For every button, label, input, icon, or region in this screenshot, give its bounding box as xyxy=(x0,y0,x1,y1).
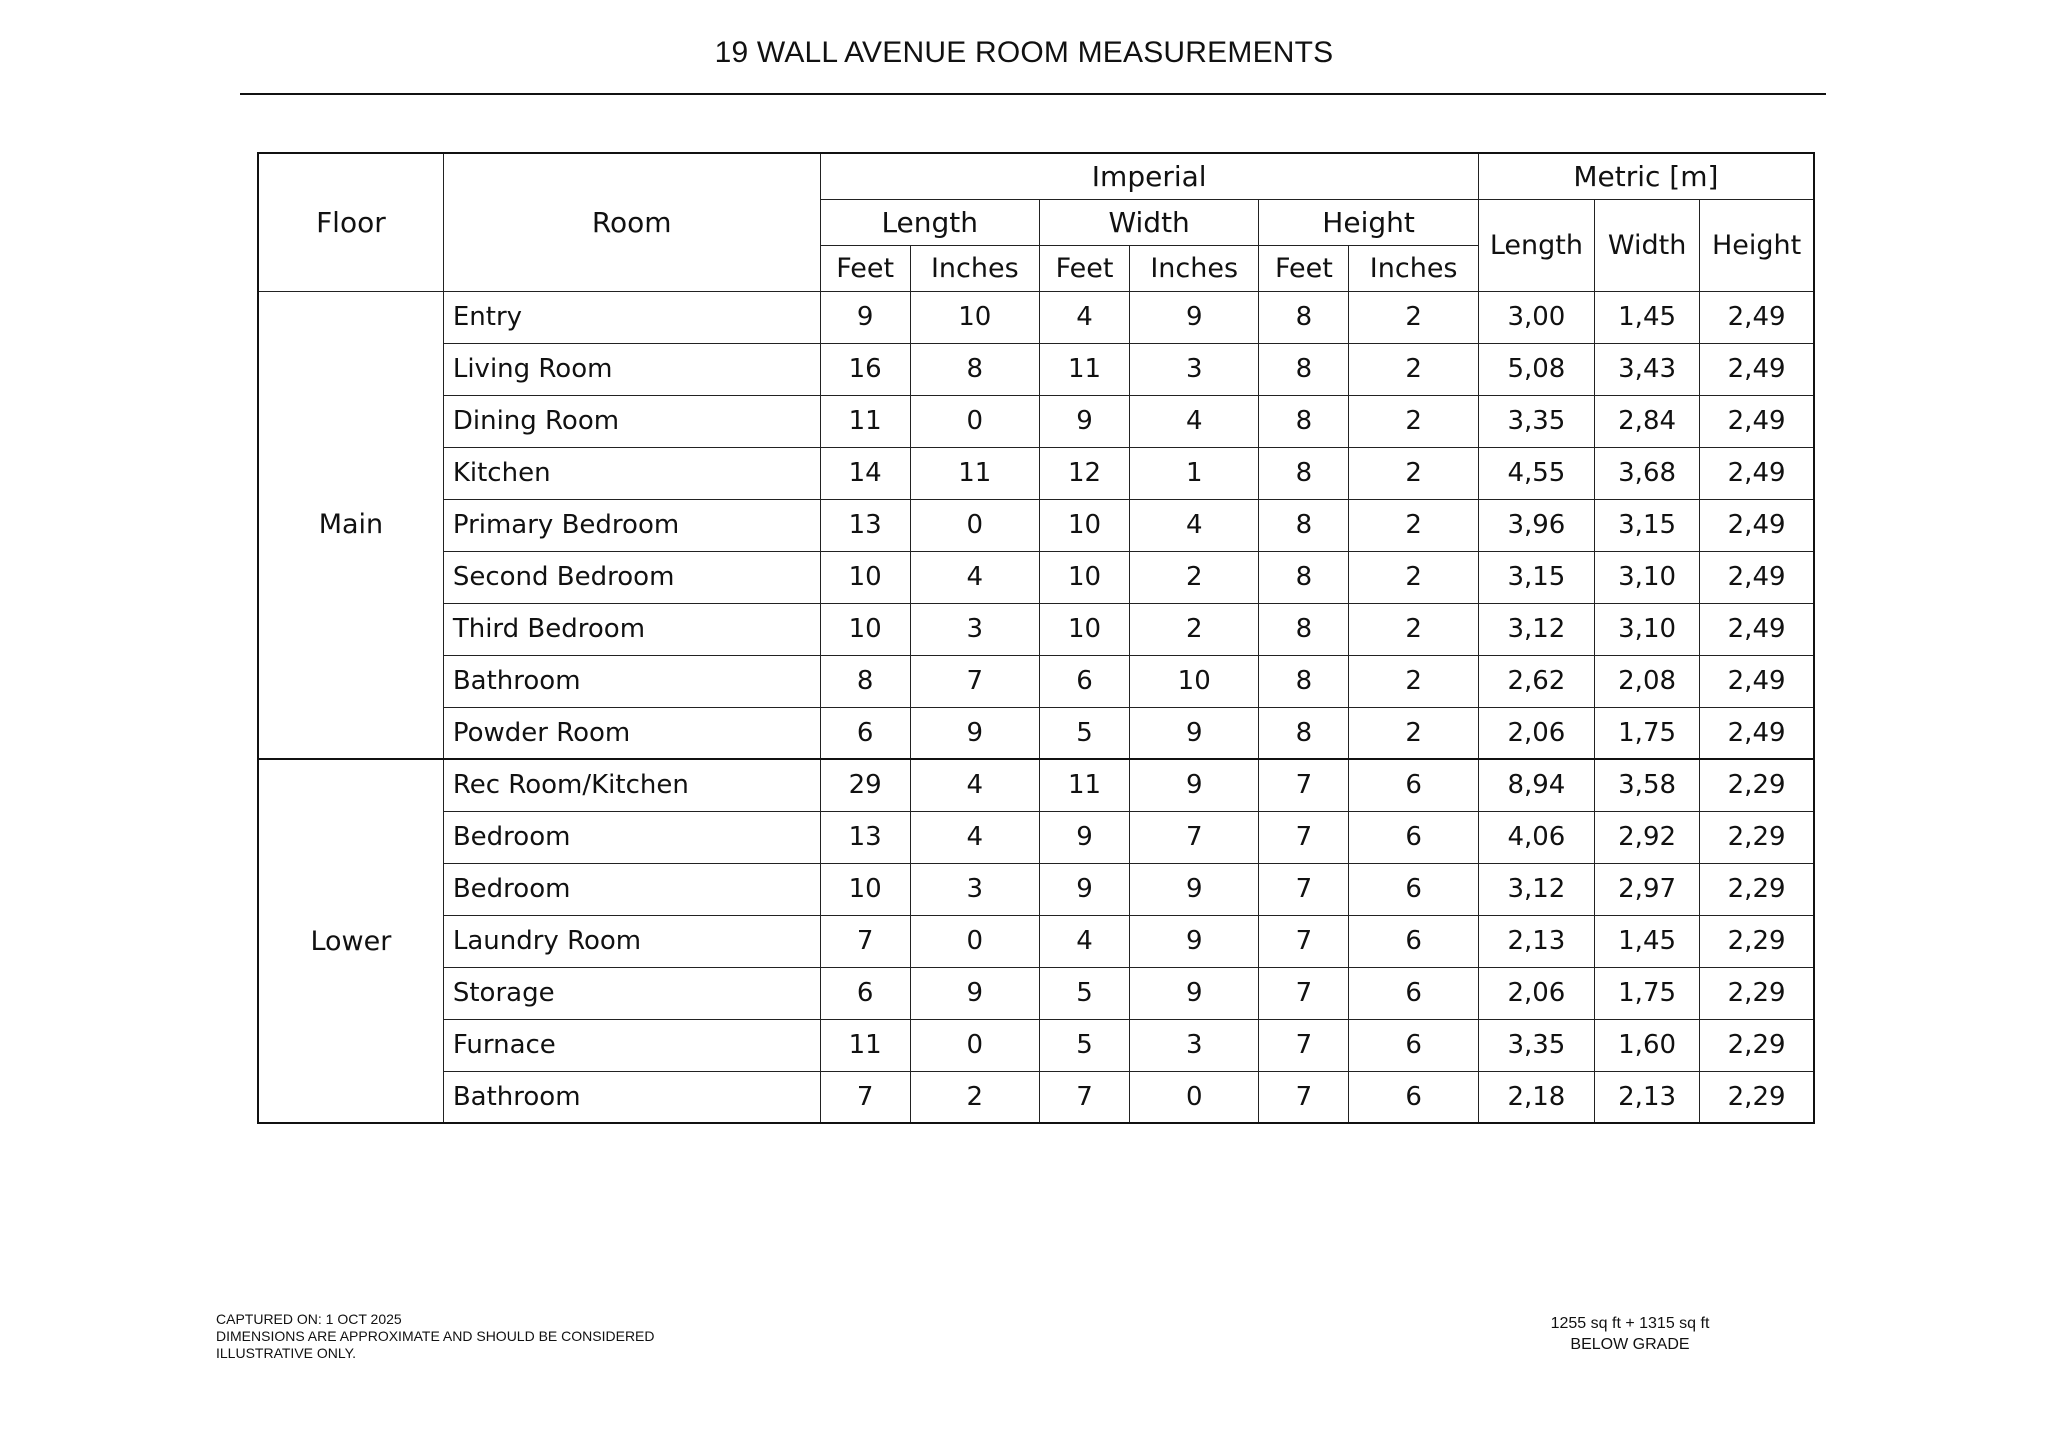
length-inches-cell: 3 xyxy=(910,863,1039,915)
room-name-cell: Bedroom xyxy=(443,811,820,863)
metric-width-cell: 3,15 xyxy=(1595,499,1700,551)
length-feet-cell: 9 xyxy=(820,291,910,343)
height-feet-cell: 8 xyxy=(1259,707,1349,759)
disclaimer-line-1: DIMENSIONS ARE APPROXIMATE AND SHOULD BE CONSIDERED xyxy=(216,1328,655,1344)
metric-length-cell: 4,06 xyxy=(1478,811,1594,863)
room-name-cell: Storage xyxy=(443,967,820,1019)
height-feet-cell: 8 xyxy=(1259,395,1349,447)
metric-height-cell: 2,49 xyxy=(1700,655,1814,707)
metric-length-cell: 2,18 xyxy=(1478,1071,1594,1123)
room-name-cell: Powder Room xyxy=(443,707,820,759)
width-inches-cell: 2 xyxy=(1130,551,1259,603)
metric-height-cell: 2,29 xyxy=(1700,811,1814,863)
width-feet-cell: 9 xyxy=(1039,811,1129,863)
length-feet-cell: 6 xyxy=(820,967,910,1019)
metric-height-cell: 2,49 xyxy=(1700,291,1814,343)
floor-cell: Lower xyxy=(258,759,443,1123)
room-measurements-table xyxy=(257,152,1815,1124)
height-feet-cell: 7 xyxy=(1259,759,1349,811)
length-inches-cell: 0 xyxy=(910,499,1039,551)
room-name-cell: Third Bedroom xyxy=(443,603,820,655)
captured-on-text: CAPTURED ON: 1 OCT 2025 xyxy=(216,1311,402,1327)
length-inches-cell: 10 xyxy=(910,291,1039,343)
header-imperial: Imperial xyxy=(820,153,1478,199)
table-row xyxy=(258,967,1814,1019)
length-feet-cell: 10 xyxy=(820,551,910,603)
metric-height-cell: 2,49 xyxy=(1700,447,1814,499)
height-feet-cell: 8 xyxy=(1259,551,1349,603)
metric-height-cell: 2,49 xyxy=(1700,395,1814,447)
height-feet-cell: 8 xyxy=(1259,447,1349,499)
room-name-cell: Second Bedroom xyxy=(443,551,820,603)
height-inches-cell: 2 xyxy=(1349,291,1478,343)
metric-length-cell: 3,12 xyxy=(1478,863,1594,915)
table-row xyxy=(258,499,1814,551)
table-row xyxy=(258,551,1814,603)
table-row xyxy=(258,811,1814,863)
metric-width-cell: 1,45 xyxy=(1595,915,1700,967)
height-inches-cell: 2 xyxy=(1349,447,1478,499)
length-inches-cell: 11 xyxy=(910,447,1039,499)
header-width-inches: Inches xyxy=(1130,245,1259,291)
height-inches-cell: 2 xyxy=(1349,707,1478,759)
room-name-cell: Living Room xyxy=(443,343,820,395)
height-inches-cell: 6 xyxy=(1349,759,1478,811)
length-inches-cell: 0 xyxy=(910,915,1039,967)
metric-height-cell: 2,29 xyxy=(1700,967,1814,1019)
width-feet-cell: 5 xyxy=(1039,707,1129,759)
table-header xyxy=(258,153,1814,291)
header-metric-length: Length xyxy=(1478,199,1594,291)
height-feet-cell: 8 xyxy=(1259,499,1349,551)
length-feet-cell: 16 xyxy=(820,343,910,395)
height-feet-cell: 8 xyxy=(1259,603,1349,655)
length-feet-cell: 13 xyxy=(820,499,910,551)
width-feet-cell: 9 xyxy=(1039,863,1129,915)
length-feet-cell: 10 xyxy=(820,863,910,915)
length-feet-cell: 6 xyxy=(820,707,910,759)
floor-cell: Main xyxy=(258,291,443,759)
height-feet-cell: 7 xyxy=(1259,1071,1349,1123)
width-inches-cell: 3 xyxy=(1130,343,1259,395)
length-inches-cell: 7 xyxy=(910,655,1039,707)
room-name-cell: Bathroom xyxy=(443,655,820,707)
width-feet-cell: 4 xyxy=(1039,915,1129,967)
height-inches-cell: 2 xyxy=(1349,343,1478,395)
width-feet-cell: 5 xyxy=(1039,1019,1129,1071)
below-grade-text: BELOW GRADE xyxy=(1570,1336,1690,1353)
height-feet-cell: 7 xyxy=(1259,863,1349,915)
table-row xyxy=(258,707,1814,759)
metric-width-cell: 3,10 xyxy=(1595,551,1700,603)
table-row xyxy=(258,395,1814,447)
metric-height-cell: 2,29 xyxy=(1700,863,1814,915)
header-imperial-width: Width xyxy=(1039,199,1258,245)
width-feet-cell: 11 xyxy=(1039,343,1129,395)
height-feet-cell: 7 xyxy=(1259,811,1349,863)
table-row xyxy=(258,1071,1814,1123)
header-length-inches: Inches xyxy=(910,245,1039,291)
table-row xyxy=(258,1019,1814,1071)
header-metric: Metric [m] xyxy=(1478,153,1814,199)
width-inches-cell: 9 xyxy=(1130,967,1259,1019)
metric-length-cell: 2,06 xyxy=(1478,707,1594,759)
length-inches-cell: 9 xyxy=(910,967,1039,1019)
table-body xyxy=(258,291,1814,1123)
title-divider xyxy=(240,93,1826,95)
metric-length-cell: 2,13 xyxy=(1478,915,1594,967)
width-feet-cell: 12 xyxy=(1039,447,1129,499)
height-feet-cell: 7 xyxy=(1259,1019,1349,1071)
length-feet-cell: 13 xyxy=(820,811,910,863)
height-feet-cell: 8 xyxy=(1259,343,1349,395)
height-inches-cell: 6 xyxy=(1349,863,1478,915)
height-inches-cell: 6 xyxy=(1349,811,1478,863)
width-inches-cell: 4 xyxy=(1130,395,1259,447)
table-row xyxy=(258,863,1814,915)
header-metric-width: Width xyxy=(1595,199,1700,291)
metric-width-cell: 1,45 xyxy=(1595,291,1700,343)
height-feet-cell: 7 xyxy=(1259,915,1349,967)
metric-height-cell: 2,29 xyxy=(1700,1071,1814,1123)
length-feet-cell: 8 xyxy=(820,655,910,707)
width-inches-cell: 3 xyxy=(1130,1019,1259,1071)
height-inches-cell: 2 xyxy=(1349,551,1478,603)
length-feet-cell: 14 xyxy=(820,447,910,499)
width-feet-cell: 10 xyxy=(1039,603,1129,655)
metric-width-cell: 2,92 xyxy=(1595,811,1700,863)
table-row xyxy=(258,655,1814,707)
metric-width-cell: 3,43 xyxy=(1595,343,1700,395)
metric-height-cell: 2,49 xyxy=(1700,551,1814,603)
header-room: Room xyxy=(443,153,820,291)
length-inches-cell: 4 xyxy=(910,759,1039,811)
height-inches-cell: 2 xyxy=(1349,395,1478,447)
length-inches-cell: 4 xyxy=(910,551,1039,603)
metric-length-cell: 3,00 xyxy=(1478,291,1594,343)
length-inches-cell: 3 xyxy=(910,603,1039,655)
metric-width-cell: 2,13 xyxy=(1595,1071,1700,1123)
width-inches-cell: 9 xyxy=(1130,863,1259,915)
room-name-cell: Furnace xyxy=(443,1019,820,1071)
width-feet-cell: 10 xyxy=(1039,499,1129,551)
height-inches-cell: 2 xyxy=(1349,655,1478,707)
height-inches-cell: 6 xyxy=(1349,915,1478,967)
metric-length-cell: 3,35 xyxy=(1478,1019,1594,1071)
table-row xyxy=(258,291,1814,343)
metric-width-cell: 2,84 xyxy=(1595,395,1700,447)
metric-width-cell: 3,10 xyxy=(1595,603,1700,655)
width-inches-cell: 7 xyxy=(1130,811,1259,863)
height-inches-cell: 2 xyxy=(1349,499,1478,551)
length-feet-cell: 7 xyxy=(820,915,910,967)
metric-width-cell: 3,68 xyxy=(1595,447,1700,499)
length-inches-cell: 0 xyxy=(910,395,1039,447)
height-feet-cell: 8 xyxy=(1259,655,1349,707)
length-inches-cell: 2 xyxy=(910,1071,1039,1123)
height-inches-cell: 6 xyxy=(1349,1019,1478,1071)
header-floor: Floor xyxy=(258,153,443,291)
height-feet-cell: 8 xyxy=(1259,291,1349,343)
height-inches-cell: 6 xyxy=(1349,1071,1478,1123)
metric-height-cell: 2,49 xyxy=(1700,707,1814,759)
metric-length-cell: 3,35 xyxy=(1478,395,1594,447)
width-inches-cell: 4 xyxy=(1130,499,1259,551)
room-name-cell: Laundry Room xyxy=(443,915,820,967)
metric-width-cell: 3,58 xyxy=(1595,759,1700,811)
height-inches-cell: 2 xyxy=(1349,603,1478,655)
metric-width-cell: 1,75 xyxy=(1595,967,1700,1019)
area-summary xyxy=(1500,1313,1760,1355)
width-feet-cell: 9 xyxy=(1039,395,1129,447)
width-inches-cell: 1 xyxy=(1130,447,1259,499)
width-feet-cell: 7 xyxy=(1039,1071,1129,1123)
room-name-cell: Entry xyxy=(443,291,820,343)
length-feet-cell: 11 xyxy=(820,1019,910,1071)
length-feet-cell: 29 xyxy=(820,759,910,811)
page-title: 19 WALL AVENUE ROOM MEASUREMENTS xyxy=(714,36,1334,69)
header-width-feet: Feet xyxy=(1039,245,1129,291)
header-height-inches: Inches xyxy=(1349,245,1478,291)
metric-length-cell: 3,15 xyxy=(1478,551,1594,603)
width-inches-cell: 0 xyxy=(1130,1071,1259,1123)
width-inches-cell: 10 xyxy=(1130,655,1259,707)
metric-height-cell: 2,29 xyxy=(1700,759,1814,811)
room-name-cell: Kitchen xyxy=(443,447,820,499)
length-feet-cell: 10 xyxy=(820,603,910,655)
length-inches-cell: 4 xyxy=(910,811,1039,863)
metric-length-cell: 4,55 xyxy=(1478,447,1594,499)
width-feet-cell: 10 xyxy=(1039,551,1129,603)
room-name-cell: Primary Bedroom xyxy=(443,499,820,551)
metric-length-cell: 2,62 xyxy=(1478,655,1594,707)
room-name-cell: Rec Room/Kitchen xyxy=(443,759,820,811)
width-feet-cell: 6 xyxy=(1039,655,1129,707)
area-total-text: 1255 sq ft + 1315 sq ft xyxy=(1550,1315,1710,1332)
room-name-cell: Bathroom xyxy=(443,1071,820,1123)
header-imperial-height: Height xyxy=(1259,199,1478,245)
metric-width-cell: 1,60 xyxy=(1595,1019,1700,1071)
table-row xyxy=(258,343,1814,395)
metric-width-cell: 2,08 xyxy=(1595,655,1700,707)
width-inches-cell: 9 xyxy=(1130,759,1259,811)
table-row xyxy=(258,759,1814,811)
table-row xyxy=(258,915,1814,967)
width-inches-cell: 9 xyxy=(1130,707,1259,759)
header-height-feet: Feet xyxy=(1259,245,1349,291)
metric-length-cell: 5,08 xyxy=(1478,343,1594,395)
metric-height-cell: 2,29 xyxy=(1700,1019,1814,1071)
room-name-cell: Dining Room xyxy=(443,395,820,447)
width-inches-cell: 2 xyxy=(1130,603,1259,655)
metric-width-cell: 1,75 xyxy=(1595,707,1700,759)
metric-length-cell: 3,12 xyxy=(1478,603,1594,655)
height-feet-cell: 7 xyxy=(1259,967,1349,1019)
metric-height-cell: 2,49 xyxy=(1700,343,1814,395)
metric-height-cell: 2,49 xyxy=(1700,603,1814,655)
disclaimer-line-2: ILLUSTRATIVE ONLY. xyxy=(216,1345,357,1361)
header-metric-height: Height xyxy=(1700,199,1814,291)
width-feet-cell: 11 xyxy=(1039,759,1129,811)
length-inches-cell: 8 xyxy=(910,343,1039,395)
header-length-feet: Feet xyxy=(820,245,910,291)
width-inches-cell: 9 xyxy=(1130,291,1259,343)
height-inches-cell: 6 xyxy=(1349,967,1478,1019)
metric-length-cell: 3,96 xyxy=(1478,499,1594,551)
width-inches-cell: 9 xyxy=(1130,915,1259,967)
table-row xyxy=(258,603,1814,655)
metric-width-cell: 2,97 xyxy=(1595,863,1700,915)
room-name-cell: Bedroom xyxy=(443,863,820,915)
metric-length-cell: 2,06 xyxy=(1478,967,1594,1019)
width-feet-cell: 4 xyxy=(1039,291,1129,343)
length-feet-cell: 7 xyxy=(820,1071,910,1123)
metric-height-cell: 2,29 xyxy=(1700,915,1814,967)
table-row xyxy=(258,447,1814,499)
metric-length-cell: 8,94 xyxy=(1478,759,1594,811)
header-imperial-length: Length xyxy=(820,199,1039,245)
footer-notes xyxy=(216,1311,655,1362)
metric-height-cell: 2,49 xyxy=(1700,499,1814,551)
length-inches-cell: 9 xyxy=(910,707,1039,759)
length-inches-cell: 0 xyxy=(910,1019,1039,1071)
width-feet-cell: 5 xyxy=(1039,967,1129,1019)
length-feet-cell: 11 xyxy=(820,395,910,447)
